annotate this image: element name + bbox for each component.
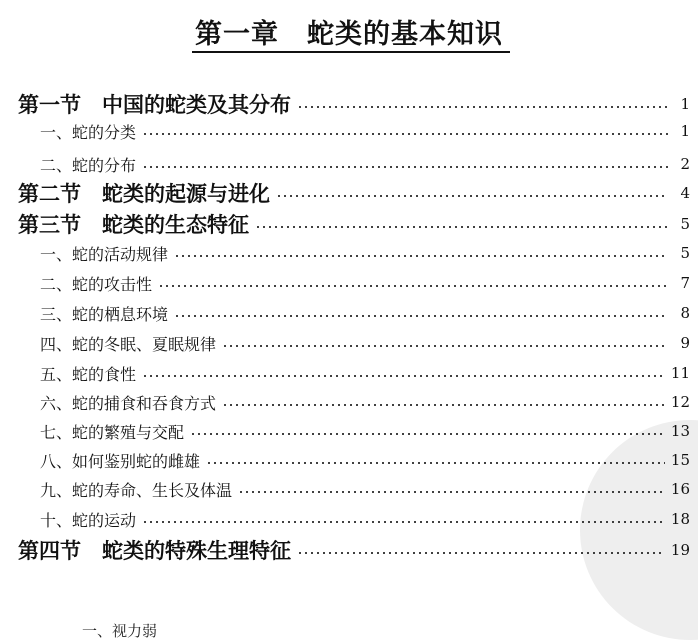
toc-page-number: 4 <box>680 184 690 202</box>
toc-subsection-row <box>0 389 698 415</box>
toc-entry-title: 十、蛇的运动 <box>40 510 137 530</box>
toc-page-number: 11 <box>670 364 690 382</box>
toc-entry-title: 第一节 中国的蛇类及其分布 <box>18 93 291 117</box>
chapter-title: 第一章 蛇类的基本知识 <box>195 19 503 50</box>
toc-dot-leader <box>206 462 665 464</box>
toc-page-number: 1 <box>680 122 690 140</box>
toc-section-row <box>0 91 698 117</box>
toc-page-number: 1 <box>680 95 690 113</box>
toc-dot-leader <box>190 433 665 435</box>
toc-page-number: 2 <box>680 155 690 173</box>
toc-section-row <box>0 211 698 237</box>
toc-dot-leader <box>276 195 668 197</box>
toc-page-number: 9 <box>680 334 690 352</box>
toc-subsection-row <box>0 118 698 144</box>
toc-page-number: 18 <box>670 510 690 528</box>
toc-page-number: 15 <box>670 451 690 469</box>
toc-entry-title: 三、蛇的栖息环境 <box>40 304 169 324</box>
toc-section-row <box>0 537 698 563</box>
toc-subsection-row <box>0 476 698 502</box>
toc-dot-leader <box>222 345 668 347</box>
toc-subsection-row <box>0 270 698 296</box>
toc-dot-leader <box>297 552 665 554</box>
toc-subsection-row <box>0 447 698 473</box>
toc-entry-title: 第二节 蛇类的起源与进化 <box>18 182 270 206</box>
toc-dot-leader <box>297 106 668 108</box>
toc-subsection-row <box>0 330 698 356</box>
toc-dot-leader <box>222 404 665 406</box>
toc-page-number: 5 <box>680 215 690 233</box>
toc-dot-leader <box>174 315 668 317</box>
toc-subsection-row <box>0 506 698 532</box>
toc-entry-title: 二、蛇的攻击性 <box>40 274 153 294</box>
toc-page-number: 19 <box>670 541 690 559</box>
toc-entry-title: 二、蛇的分布 <box>40 155 137 175</box>
toc-entry-title: 五、蛇的食性 <box>40 364 137 384</box>
cutoff-line: 一、视力弱 <box>82 622 158 640</box>
toc-dot-leader <box>238 491 665 493</box>
toc-subsection-row <box>0 240 698 266</box>
toc-entry-title: 第四节 蛇类的特殊生理特征 <box>18 539 291 563</box>
toc-entry-title: 四、蛇的冬眠、夏眠规律 <box>40 334 217 354</box>
toc-dot-leader <box>142 166 668 168</box>
toc-page-number: 12 <box>670 393 690 411</box>
toc-dot-leader <box>255 226 668 228</box>
toc-entry-title: 八、如何鉴别蛇的雌雄 <box>40 451 201 471</box>
toc-dot-leader <box>142 521 665 523</box>
toc-entry-title: 第三节 蛇类的生态特征 <box>18 213 249 237</box>
toc-dot-leader <box>142 133 668 135</box>
toc-page-number: 7 <box>680 274 690 292</box>
toc-subsection-row <box>0 418 698 444</box>
toc-entry-title: 一、蛇的分类 <box>40 122 137 142</box>
toc-entry-title: 六、蛇的捕食和吞食方式 <box>40 393 217 413</box>
toc-dot-leader <box>142 375 665 377</box>
toc-entry-title: 七、蛇的繁殖与交配 <box>40 422 185 442</box>
toc-entry-title: 九、蛇的寿命、生长及体温 <box>40 480 233 500</box>
toc-page-number: 16 <box>670 480 690 498</box>
toc-entry-title: 一、蛇的活动规律 <box>40 244 169 264</box>
toc-page-number: 8 <box>680 304 690 322</box>
toc-subsection-row <box>0 151 698 177</box>
chapter-title-underline <box>192 51 510 53</box>
toc-page-number: 5 <box>680 244 690 262</box>
toc-subsection-row <box>0 360 698 386</box>
toc-subsection-row <box>0 300 698 326</box>
toc-page-number: 13 <box>670 422 690 440</box>
toc-section-row <box>0 180 698 206</box>
toc-dot-leader <box>158 285 668 287</box>
toc-dot-leader <box>174 255 668 257</box>
